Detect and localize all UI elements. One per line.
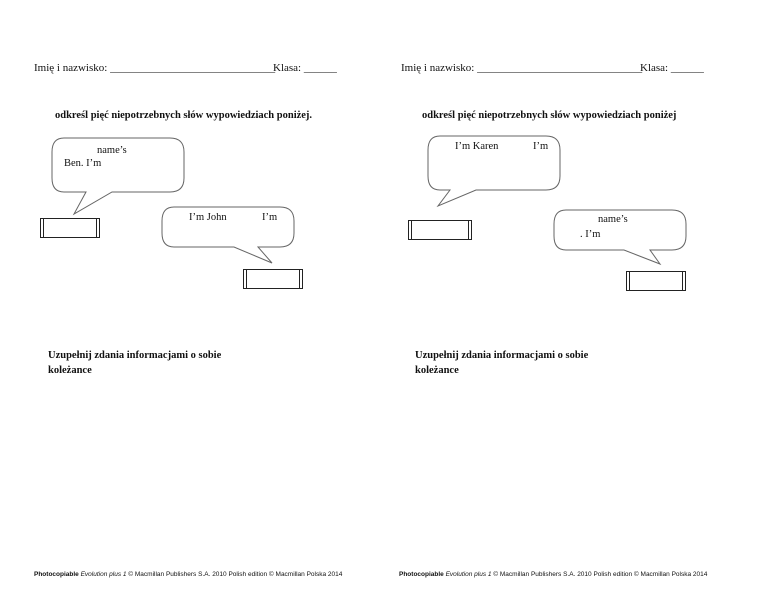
exercise-2-instruction-line-1: Uzupełnij zdania informacjami o sobie (415, 350, 589, 361)
class-field-label: Klasa: ______ (640, 62, 704, 74)
worksheet-right (384, 0, 768, 594)
answer-box-1[interactable] (408, 220, 472, 240)
copyright-footer (399, 571, 707, 578)
exercise-2-instruction-line-1: Uzupełnij zdania informacjami o sobie (48, 350, 222, 361)
bubble-1-line-2: Ben. I’m (64, 158, 102, 169)
footer-italic: Evolution plus 1 (80, 571, 127, 578)
student-name-field-label: Imię i nazwisko: ______________________________ (34, 62, 276, 74)
footer-bold: Photocopiable (399, 571, 444, 578)
answer-box-2[interactable] (626, 271, 686, 291)
bubble-2-text-a: I’m John (189, 212, 227, 223)
bubble-2-text-b: I’m (262, 212, 278, 223)
bubble-2-line-2: . I’m (580, 229, 601, 240)
student-name-field-label: Imię i nazwisko: ______________________________ (401, 62, 643, 74)
footer-rest: © Macmillan Publishers S.A. 2010 Polish edition © Macmillan Polska 2014 (128, 571, 343, 578)
footer-rest: © Macmillan Publishers S.A. 2010 Polish edition © Macmillan Polska 2014 (493, 571, 708, 578)
exercise-1-instruction: odkreśl pięć niepotrzebnych słów wypowiedziach poniżej (422, 110, 677, 121)
answer-box-2[interactable] (243, 269, 303, 289)
footer-italic: Evolution plus 1 (445, 571, 492, 578)
exercise-1-instruction: odkreśl pięć niepotrzebnych słów wypowiedziach poniżej. (55, 110, 313, 121)
bubble-1-text-b: I’m (533, 141, 549, 152)
copyright-footer (34, 571, 342, 578)
exercise-2-instruction-line-2: koleżance (48, 365, 92, 376)
bubble-1-text-a: I’m Karen (455, 141, 499, 152)
speech-bubble-2 (160, 205, 300, 265)
footer-bold: Photocopiable (34, 571, 79, 578)
bubble-1-line-1: name’s (97, 145, 127, 156)
bubble-2-line-1: name’s (598, 214, 628, 225)
exercise-2-instruction-line-2: koleżance (415, 365, 459, 376)
class-field-label: Klasa: ______ (273, 62, 337, 74)
answer-box-1[interactable] (40, 218, 100, 238)
